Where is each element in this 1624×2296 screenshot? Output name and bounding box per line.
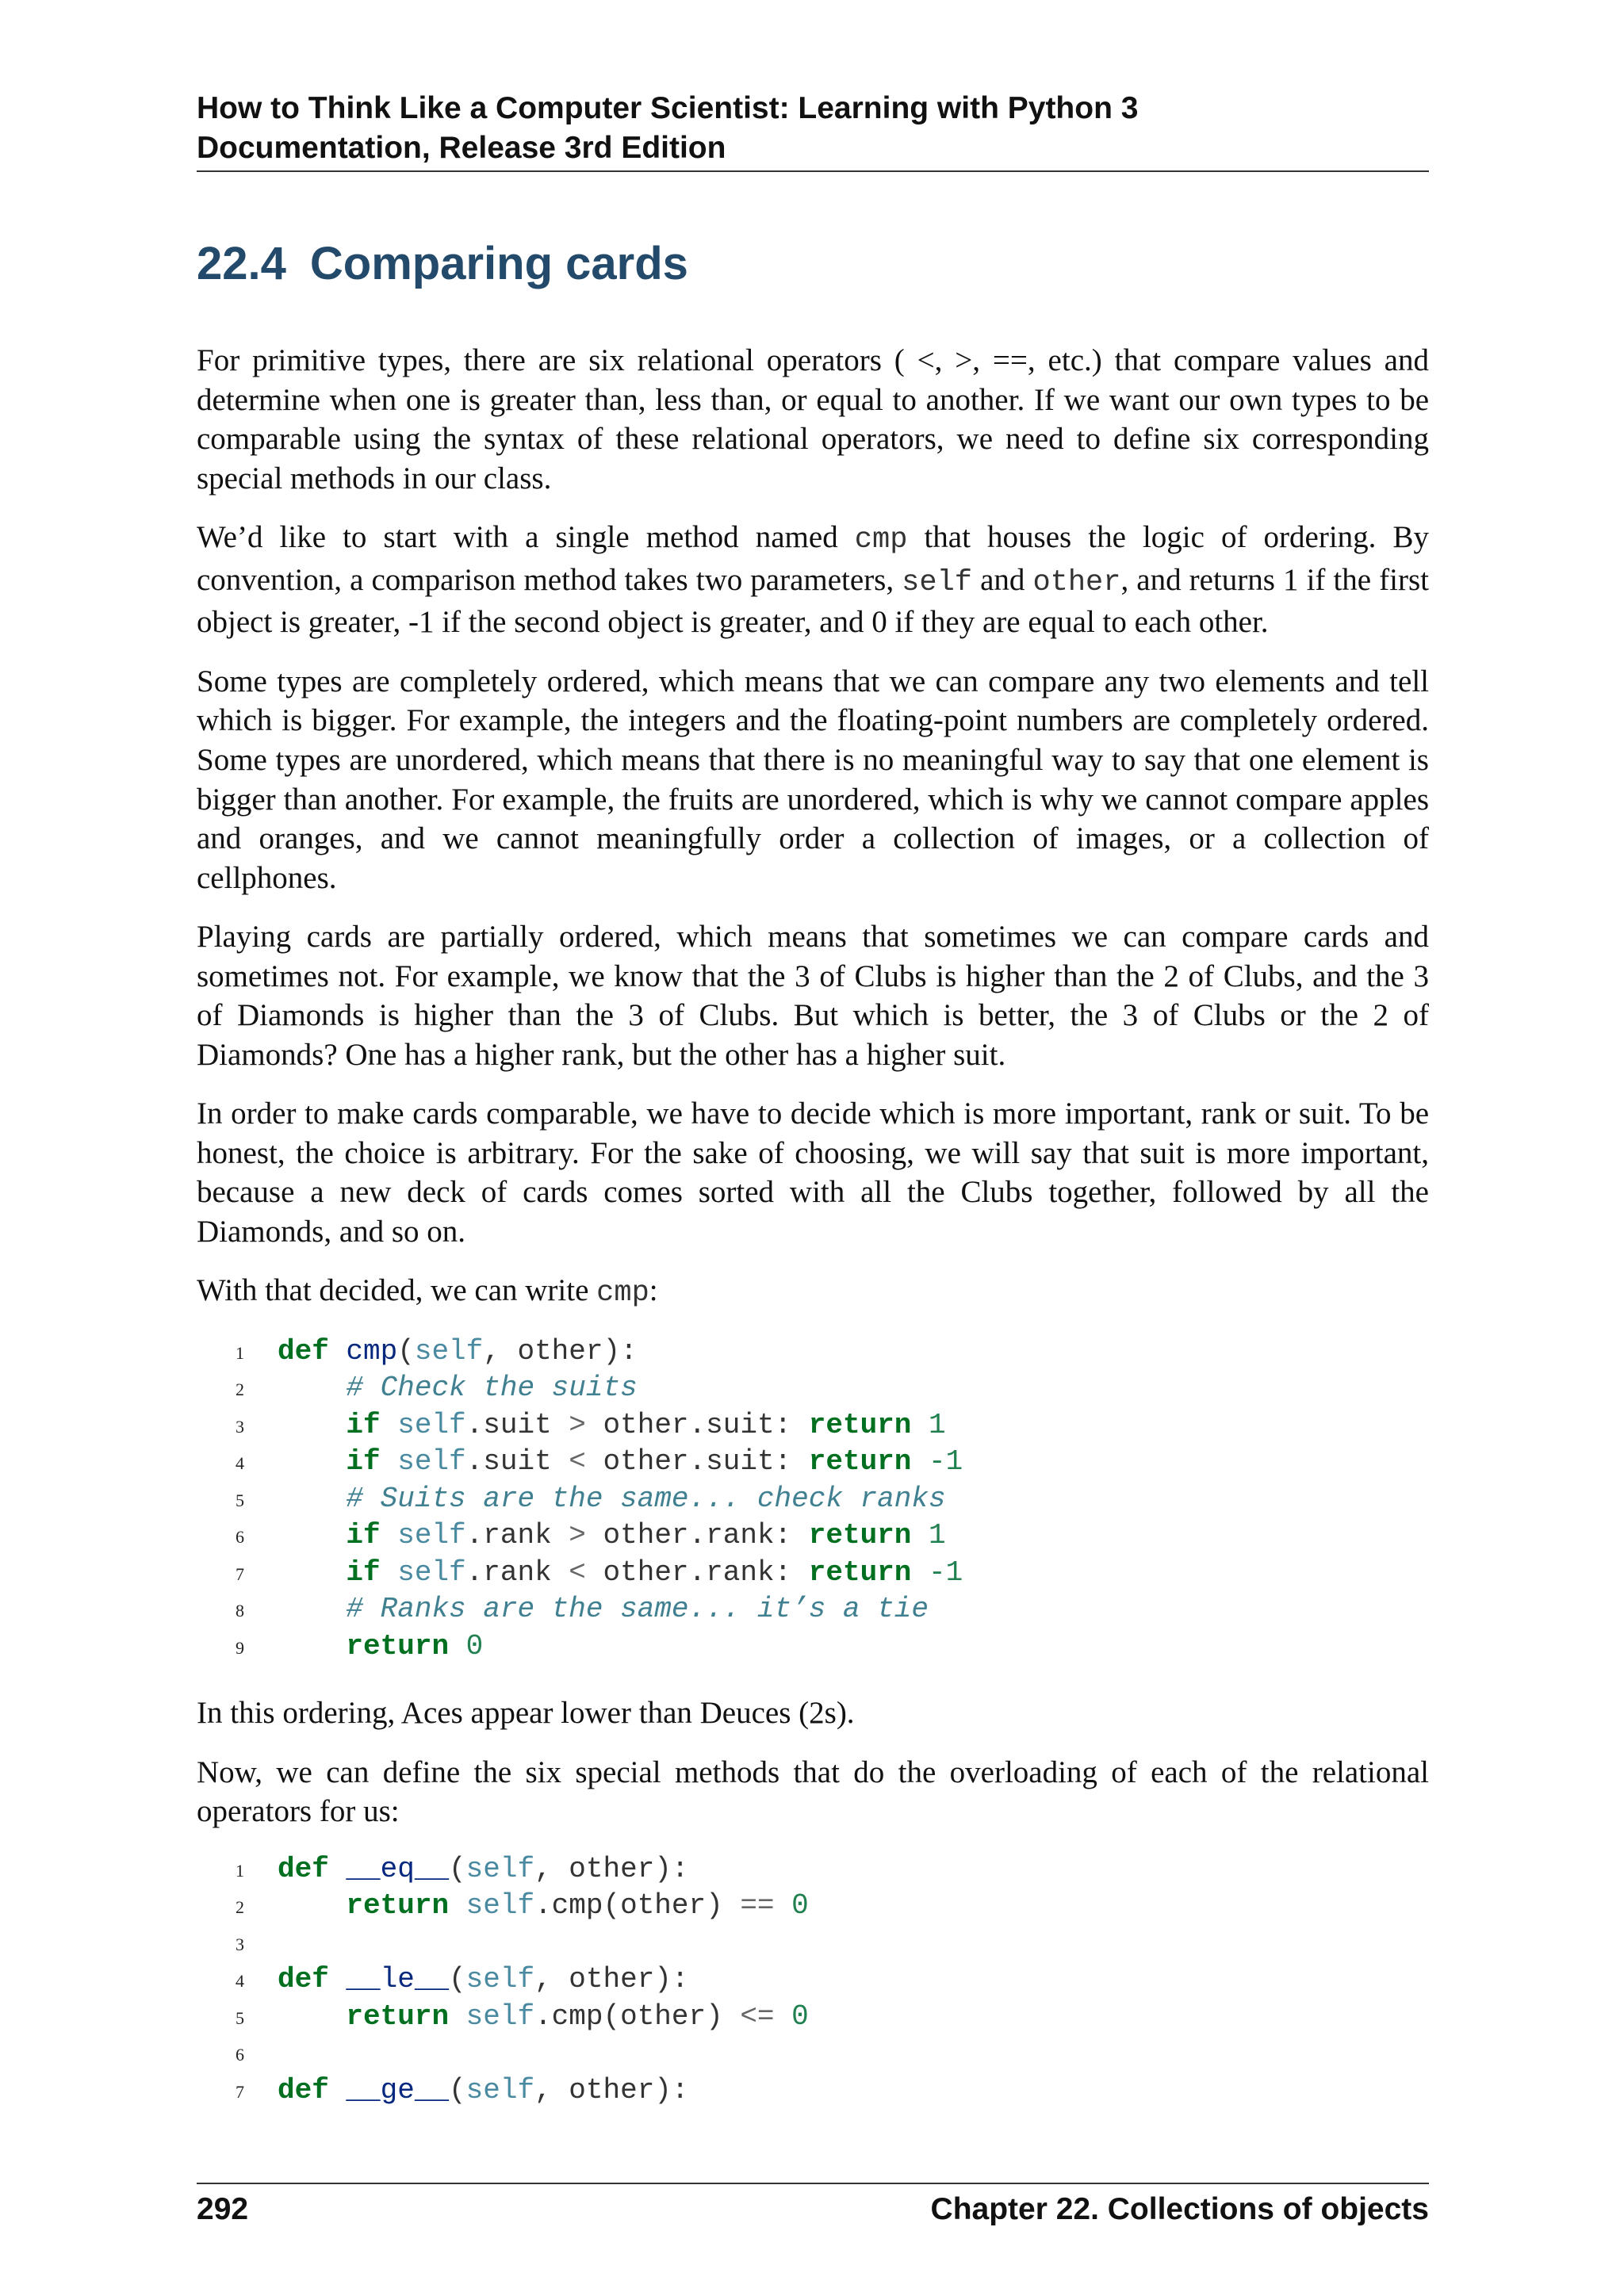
code-token: self (397, 1445, 466, 1479)
code-token: <= (740, 1999, 775, 2033)
section-title-text: Comparing cards (309, 238, 688, 289)
code-token: self (465, 2073, 535, 2107)
code-token: 1 (929, 1519, 946, 1552)
paragraph-2-text-d: , and returns 1 if the first object is greater, -1 if the second object is greater, and 0 if they are equal to each other. (197, 562, 1429, 640)
paragraph-6 (197, 1271, 1429, 1314)
code-block-special-methods (197, 1851, 1429, 2110)
code-token: == (740, 1889, 775, 1923)
code-token: return (808, 1519, 912, 1552)
inline-code-other: other (1032, 565, 1121, 599)
code-token: > (569, 1408, 586, 1441)
code-token (775, 1889, 792, 1922)
code-token: if (346, 1556, 381, 1589)
code-token (911, 1556, 929, 1589)
line-number: 8 (236, 1601, 244, 1621)
code-line (197, 1591, 1429, 1628)
code-token: , other): (534, 1963, 689, 1996)
code-token: .suit (465, 1445, 569, 1479)
line-number: 6 (236, 1527, 244, 1548)
code-token: , other): (534, 2073, 689, 2107)
code-token: # Ranks are the same... it’s a tie (346, 1593, 929, 1626)
code-line (197, 2035, 1429, 2072)
code-token: self (414, 1334, 484, 1368)
code-token: self (397, 1408, 466, 1441)
inline-code-cmp-2: cmp (596, 1276, 649, 1311)
document-page (197, 0, 1429, 2296)
section-body (197, 341, 1429, 2137)
code-token: 0 (791, 1889, 809, 1923)
code-token (329, 1963, 347, 1996)
line-number: 5 (236, 1490, 244, 1510)
code-token: def (278, 1963, 329, 1996)
paragraph-2-text-c: and (972, 562, 1033, 597)
code-token (278, 1372, 346, 1404)
code-token (911, 1445, 929, 1478)
code-token (278, 1593, 346, 1625)
code-token: other.suit: (585, 1408, 809, 1441)
code-token: __ge__ (346, 2073, 450, 2107)
line-number: 3 (236, 1934, 244, 1954)
line-number: 2 (236, 1897, 244, 1918)
code-token: other.suit: (585, 1445, 809, 1479)
code-token (278, 1445, 346, 1478)
code-token (381, 1445, 398, 1478)
code-token (278, 1556, 346, 1589)
code-token: .rank (465, 1519, 569, 1552)
code-line (197, 1407, 1429, 1445)
code-token: -1 (929, 1556, 963, 1589)
code-token: __le__ (346, 1963, 450, 1996)
code-token (449, 2000, 466, 2033)
footer-divider (197, 2183, 1429, 2184)
code-token: return (808, 1408, 912, 1441)
section-heading (197, 234, 688, 294)
code-token: > (569, 1519, 586, 1552)
paragraph-1: For primitive types, there are six relational operators ( <, >, ==, etc.) that compare values and determine when one is greater than, less than, or equal to another. If we want our own types to be comparable using the syntax of these relational operators, we need to define six corresponding special methods in our class. (197, 343, 1429, 496)
code-token: self (465, 1963, 535, 1996)
code-token: 0 (791, 1999, 809, 2033)
paragraph-4: Playing cards are partially ordered, which means that sometimes we can compare cards and sometimes not. For example, we know that the 3 of Clubs is higher than the 2 of Clubs, and the 3 of Diamonds is higher than the 3 of Clubs. But which is better, the 3 of Clubs or the 2 of Diamonds? One has a higher rank, but the other has a higher suit. (197, 920, 1429, 1072)
code-token: -1 (929, 1445, 963, 1479)
line-number: 3 (236, 1416, 244, 1437)
code-token: return (808, 1445, 912, 1479)
code-line (197, 1370, 1429, 1407)
code-line (197, 1851, 1429, 1888)
code-line (197, 1961, 1429, 1999)
line-number: 7 (236, 2081, 244, 2102)
code-token: # Check the suits (346, 1372, 638, 1405)
code-line (197, 1888, 1429, 1925)
running-header (197, 89, 1429, 168)
code-token (381, 1519, 398, 1552)
paragraph-5: In order to make cards comparable, we have to decide which is more important, rank or suit. To be honest, the choice is arbitrary. For the sake of choosing, we will say that suit is more important, because a new deck of cards comes sorted with all the Clubs together, followed by all the Diamonds, and so on. (197, 1096, 1429, 1249)
code-token: 0 (465, 1629, 484, 1663)
code-token: if (346, 1445, 381, 1479)
code-token: self (465, 1852, 535, 1885)
code-line (197, 1999, 1429, 2036)
code-token: if (346, 1519, 381, 1552)
code-token: , other): (534, 1852, 689, 1885)
paragraph-6-text-a: With that decided, we can write (197, 1273, 597, 1308)
paragraph-2-text-a: We’d like to start with a single method named (197, 520, 855, 555)
code-token (329, 1853, 347, 1885)
code-token: .rank (465, 1556, 569, 1589)
code-token: ( (449, 2073, 466, 2107)
code-token: __eq__ (346, 1852, 450, 1885)
code-token: self (465, 1889, 535, 1923)
code-token: ( (449, 1852, 466, 1885)
header-line-1: How to Think Like a Computer Scientist: Learning with Python 3 (197, 91, 1139, 125)
code-token (775, 2000, 792, 2033)
code-token (329, 1335, 347, 1368)
page-number: 292 (197, 2192, 249, 2226)
code-token (278, 1519, 346, 1552)
code-token (329, 2074, 347, 2107)
line-number: 7 (236, 1563, 244, 1584)
code-token: cmp (346, 1334, 398, 1368)
code-token: return (346, 1629, 450, 1663)
paragraph-3: Some types are completely ordered, which means that we can compare any two elements and tell which is bigger. For example, the integers and the floating-point numbers are completely ordered. Some types are unordered, which means that there is no meaningful way to say that one element is bigger than another. For example, the fruits are unordered, which is why we cannot compare apples and oranges, and we cannot meaningfully order a collection of images, or a collection of cellphones. (197, 664, 1429, 895)
code-line (197, 1444, 1429, 1481)
line-number: 4 (236, 1971, 244, 1992)
code-line (197, 1334, 1429, 1371)
inline-code-self: self (902, 565, 972, 599)
code-token: return (346, 1889, 450, 1923)
code-token: self (465, 1999, 535, 2033)
code-token (449, 1889, 466, 1922)
code-token (278, 1630, 346, 1663)
line-number: 6 (236, 2045, 244, 2065)
code-line (197, 1481, 1429, 1518)
code-token (381, 1409, 398, 1441)
paragraph-2-text-b: that houses the logic of ordering. By convention, a comparison method takes two parameters, (197, 520, 1429, 597)
paragraph-6-text-b: : (649, 1273, 658, 1308)
code-token (278, 1409, 346, 1441)
code-line (197, 1628, 1429, 1666)
line-number: 2 (236, 1380, 244, 1400)
chapter-title: Chapter 22. Collections of objects (930, 2192, 1429, 2226)
code-token: .cmp(other) (534, 1999, 741, 2033)
code-token: ( (449, 1963, 466, 1996)
code-line (197, 2072, 1429, 2110)
code-token (911, 1519, 929, 1552)
header-line-2: Documentation, Release 3rd Edition (197, 131, 726, 165)
code-token: return (808, 1556, 912, 1589)
code-token: self (397, 1519, 466, 1552)
code-token: < (569, 1445, 586, 1479)
code-token: if (346, 1408, 381, 1441)
code-token: < (569, 1556, 586, 1589)
header-divider (197, 170, 1429, 172)
code-token: self (397, 1556, 466, 1589)
code-token: # Suits are the same... check ranks (346, 1482, 946, 1515)
code-block-cmp (197, 1334, 1429, 1666)
paragraph-7: In this ordering, Aces appear lower than Deuces (2s). (197, 1696, 855, 1731)
code-token: other.rank: (585, 1556, 809, 1589)
inline-code-cmp: cmp (854, 523, 908, 557)
code-token: def (278, 2073, 329, 2107)
line-number: 9 (236, 1637, 244, 1658)
code-token (278, 1889, 346, 1922)
code-token: 1 (929, 1408, 946, 1441)
code-token: return (346, 1999, 450, 2033)
code-token (381, 1556, 398, 1589)
line-number: 4 (236, 1453, 244, 1474)
line-number: 5 (236, 2007, 244, 2028)
code-token (278, 2000, 346, 2033)
code-line (197, 1925, 1429, 1962)
code-token: def (278, 1852, 329, 1885)
code-token: ( (397, 1334, 415, 1368)
code-token: .cmp(other) (534, 1889, 741, 1923)
code-line (197, 1555, 1429, 1592)
code-token (449, 1630, 466, 1663)
code-token: other.rank: (585, 1519, 809, 1552)
code-token: def (278, 1334, 329, 1368)
section-number: 22.4 (197, 238, 286, 289)
code-token (911, 1409, 929, 1441)
line-number: 1 (236, 1860, 244, 1881)
code-token: .suit (465, 1408, 569, 1441)
code-token: , other): (483, 1334, 638, 1368)
code-line (197, 1517, 1429, 1555)
code-token (278, 1483, 346, 1515)
paragraph-8: Now, we can define the six special methods that do the overloading of each of the relational operators for us: (197, 1755, 1429, 1829)
paragraph-2 (197, 518, 1429, 642)
line-number: 1 (236, 1342, 244, 1363)
